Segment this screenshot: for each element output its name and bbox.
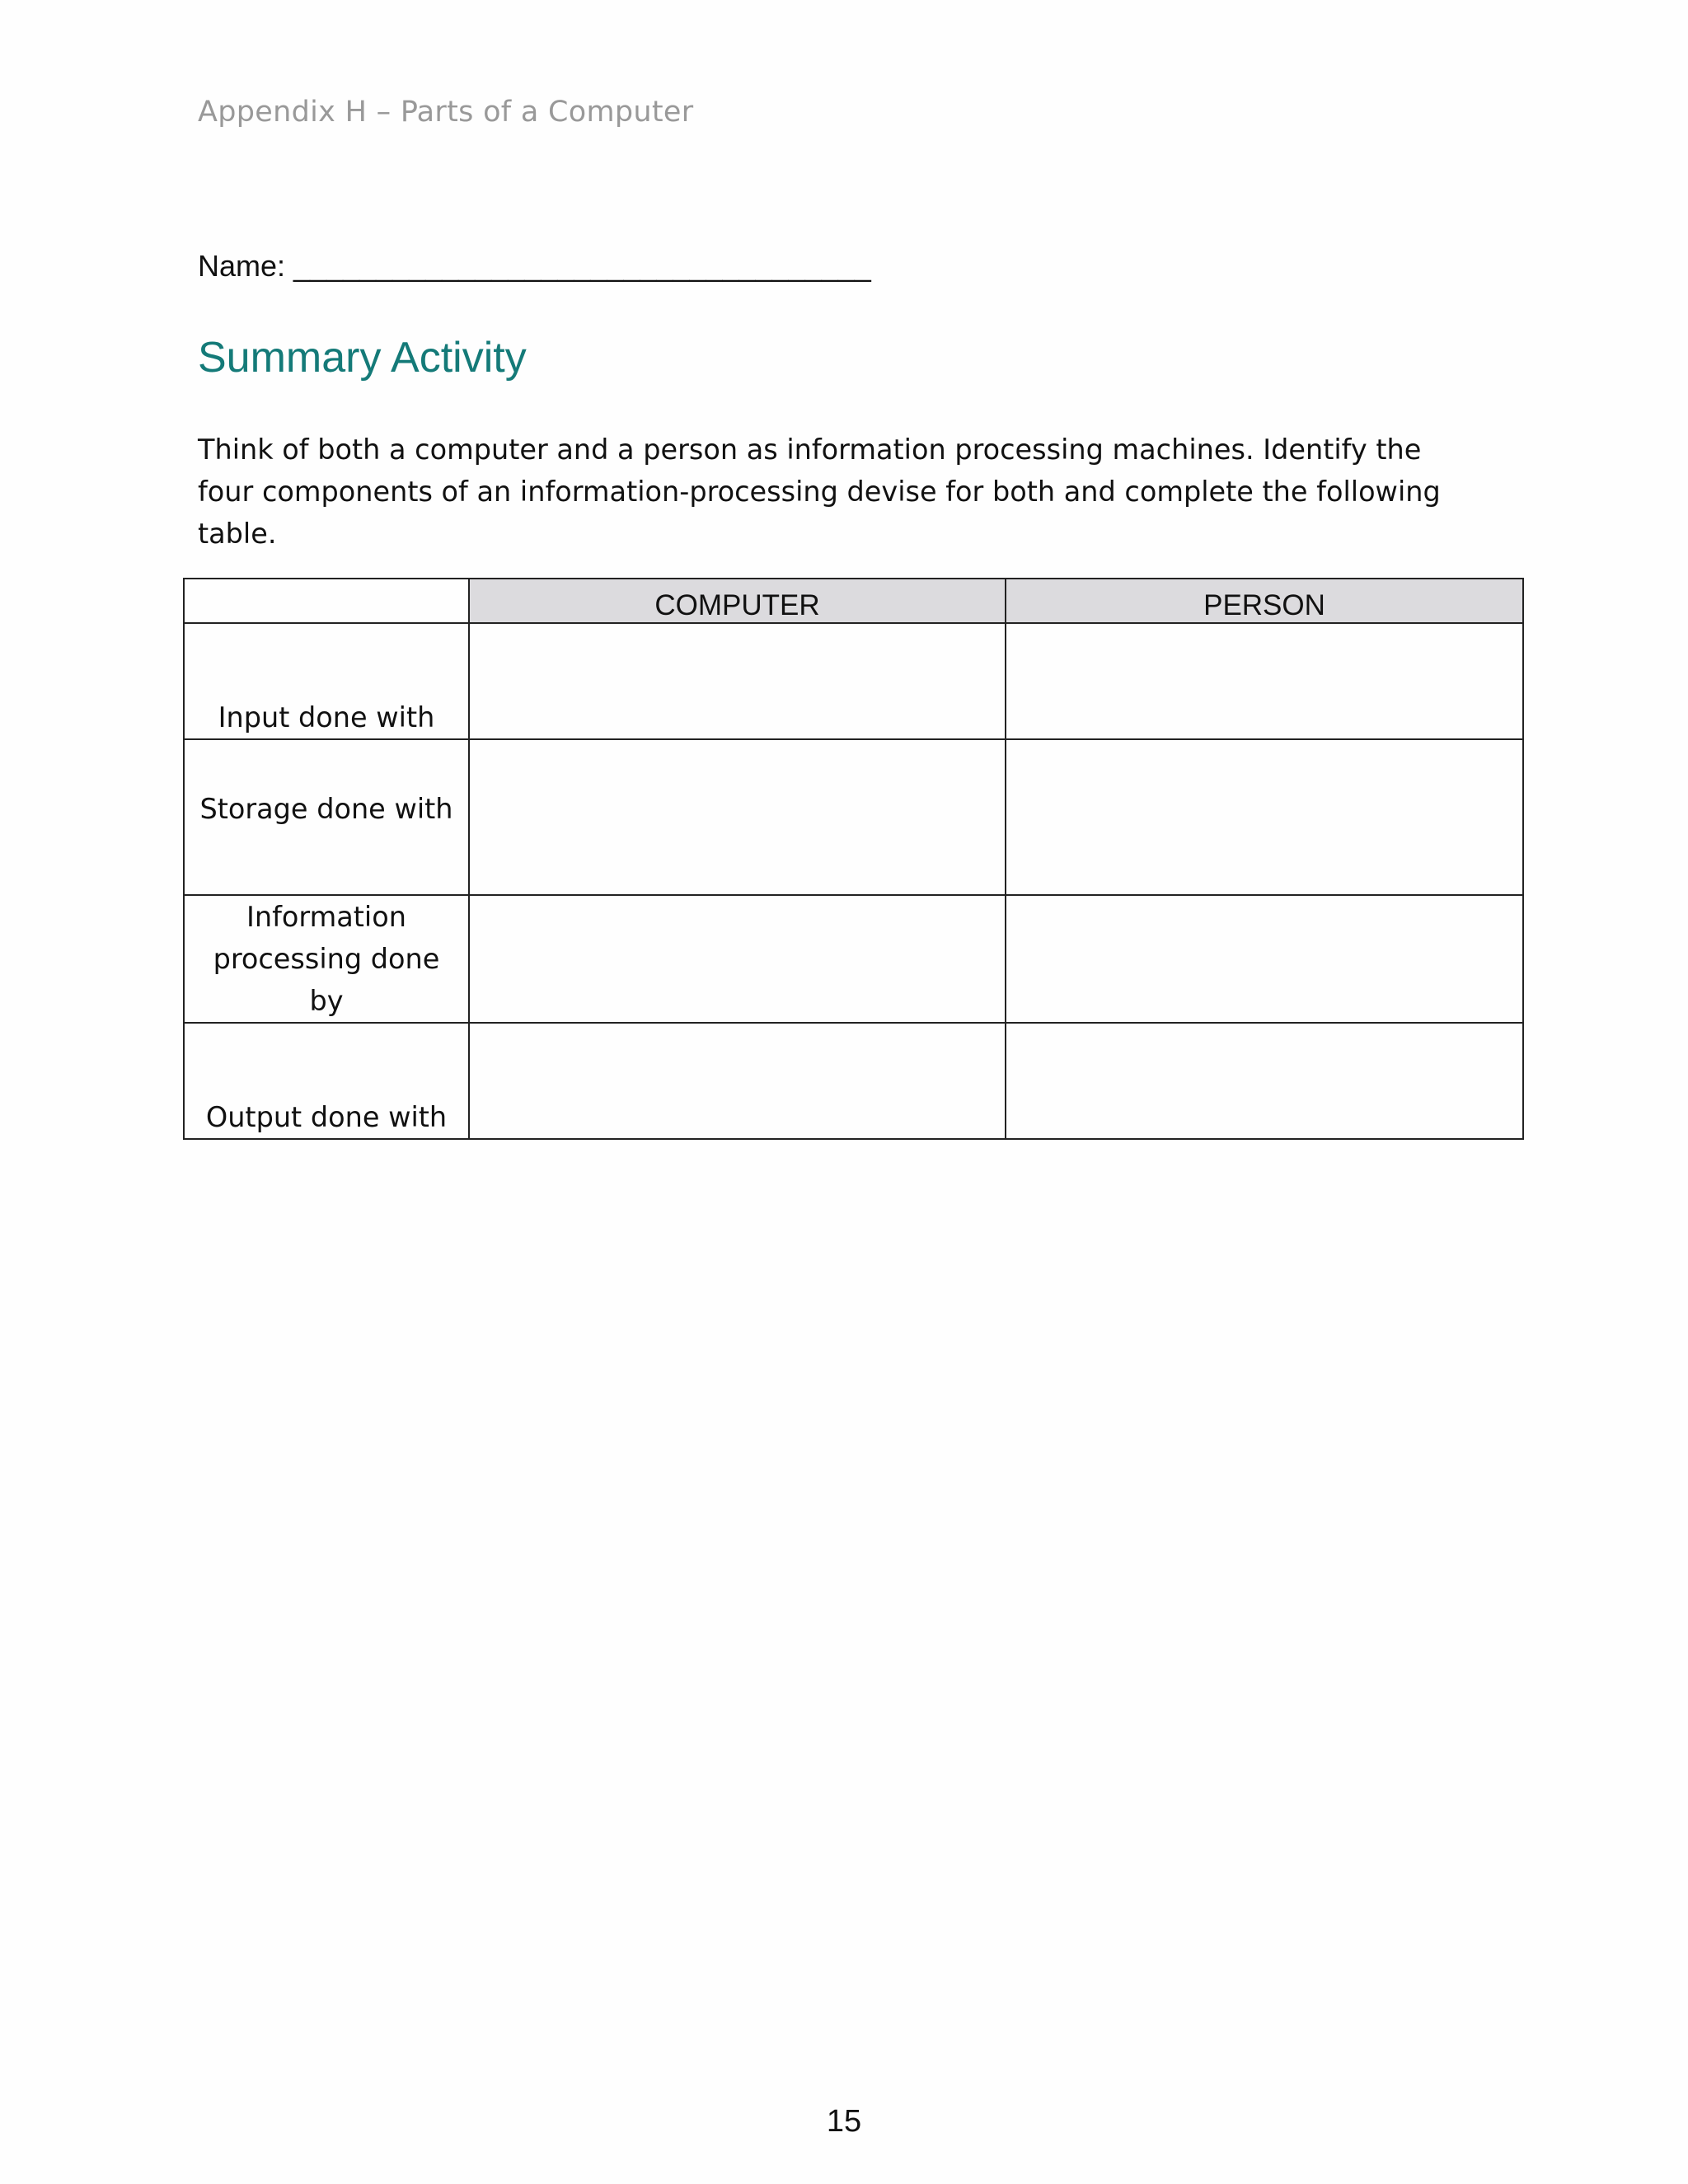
answer-cell-output-person[interactable] [1006, 1023, 1523, 1139]
name-field [198, 249, 871, 284]
table-row [184, 739, 1523, 895]
row-label-storage: Storage done with [184, 739, 469, 895]
answer-cell-input-computer[interactable] [469, 623, 1006, 739]
answer-cell-storage-person[interactable] [1006, 739, 1523, 895]
header-person: PERSON [1006, 579, 1523, 623]
page-header: Appendix H – Parts of a Computer [198, 96, 694, 129]
name-label: Name: [198, 249, 286, 283]
answer-cell-output-computer[interactable] [469, 1023, 1006, 1139]
summary-table [183, 578, 1524, 1140]
table-row [184, 1023, 1523, 1139]
row-label-output: Output done with [184, 1023, 469, 1139]
header-blank-cell [184, 579, 469, 623]
section-title: Summary Activity [198, 334, 527, 382]
row-label-processing: Information processing done by [184, 895, 469, 1023]
table-header-row [184, 579, 1523, 623]
instructions-paragraph: Think of both a computer and a person as information processing machines. Identify the four components of an information-processing devise for both and complete the following table. [198, 434, 1441, 550]
header-computer: COMPUTER [469, 579, 1006, 623]
answer-cell-storage-computer[interactable] [469, 739, 1006, 895]
answer-cell-processing-person[interactable] [1006, 895, 1523, 1023]
page-number: 15 [826, 2104, 862, 2139]
answer-cell-processing-computer[interactable] [469, 895, 1006, 1023]
name-blank-line[interactable]: ___________________________________ [293, 249, 871, 283]
answer-cell-input-person[interactable] [1006, 623, 1523, 739]
table-row [184, 623, 1523, 739]
row-label-input: Input done with [184, 623, 469, 739]
table-row [184, 895, 1523, 1023]
